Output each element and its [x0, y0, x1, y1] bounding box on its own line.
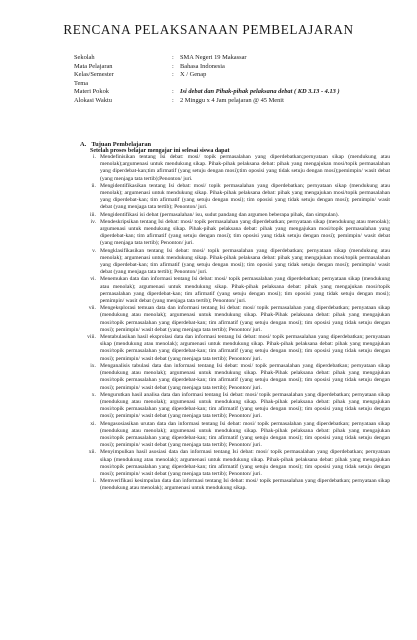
list-item-text: Menyimpulkan hasil asosiasi data dan informasi tentang Isi debat: mosi/ topik permasalahan yang diperdebatkan; pernyataan sikap (mendukung atau menolak); argumenasi untuk mendukung sikap. Pihak-pihak pelaksana debat: pihak yang mengajukan mosi/topik permasalahan yang diperdebat-kan; tim afirmatif (yang setuju dengan mosi); tim oposisi yang tidak setuju dengan mosi); pemimpin/ wasit debat (yang menjaga tata tertib); Penonton/ juri.	[100, 449, 390, 477]
list-item-text: Mengeksplorasi temuan data dan informasi tentang Isi debat: mosi/ topik permasalahan yang diperdebatkan; pernyataan sikap (mendukung atau menolak); argumenasi untuk mendukung sikap. Pihak-Pihak pelaksana debat: pihak yang mengajukan mosi/topik permasalahan yang diperdebat-kan; tim afirmatif (yang setuju dengan mosi); tim oposisi yang tidak setuju dengan mosi); pemimpin/ wasit debat (yang menjaga tata tertib); Penonton/ juri.	[100, 305, 390, 333]
list-item-number: vii.	[88, 305, 96, 312]
info-value: Isi debat dan Pihak-pihak pelaksana debat ( KD 3.13 - 4.13 )	[180, 88, 340, 96]
list-item-number: x.	[91, 391, 96, 398]
list-item	[70, 305, 390, 334]
info-label: Alokasi Waktu	[74, 96, 112, 104]
list-item-number: ix.	[90, 362, 96, 369]
list-item	[70, 334, 390, 363]
list-item-text: Mengidentifikasi isi debat (permasalahan/ isu, sudut pandang dan argumen beberapa pihak, dan simpulan).	[100, 211, 339, 218]
info-separator	[172, 80, 180, 89]
info-value: Bahasa Indonesia	[180, 62, 225, 70]
list-item	[70, 363, 390, 392]
info-separator: :	[172, 62, 174, 70]
list-item	[70, 449, 390, 478]
info-label: Mata Pelajaran	[74, 62, 113, 70]
info-label: Sekolah	[74, 54, 95, 61]
list-item	[70, 248, 390, 277]
list-item-number: ii.	[91, 182, 96, 189]
list-item-number: viii.	[87, 334, 96, 341]
list-item	[70, 276, 390, 305]
section-letter: A.	[80, 141, 87, 148]
list-item	[70, 219, 390, 248]
info-value: X / Genap	[180, 71, 207, 79]
list-item	[70, 154, 390, 183]
list-item	[70, 212, 390, 219]
info-separator: :	[172, 54, 174, 61]
objectives-list	[70, 154, 390, 493]
section-heading	[80, 141, 151, 148]
list-item-number: i.	[93, 154, 96, 160]
list-item-text: Mengklasifikasikan tentang Isi debat: mosi/ topik permasalahan yang diperdebatkan; pernyataan sikap (mendukung atau menolak); argumenasi untuk mendukung sikap. Pihak-pihak pelaksana debat: pihak yang mengajukan mosi/topik permasalahan yang diperdebat-kan; tim afirmatif (yang setuju dengan mosi); tim oposisi yang tidak setuju dengan mosi); pemimpin/ wasit debat (yang menjaga tata tertib); Penonton/ juri.	[100, 247, 390, 276]
info-row-school	[74, 54, 340, 63]
info-row-class	[74, 71, 340, 80]
info-separator: :	[172, 71, 174, 79]
list-item-text: Mengurutkan hasil analisa data dan informasi tentang Isi debat: mosi/ topik permasalahan yang diperdebatkan; pernyataan sikap (mendukung atau menolak); argumenasi untuk mendukung sikap. Pihak-pihak pelaksana debat: pihak yang mengajukan mosi/topik permasalahan yang diperdebat-kan; tim afirmatif (yang setuju dengan mosi); tim oposisi yang tidak setuju dengan mosi); pemimpin/ wasit debat (yang menjaga tata tertib); Penonton/ juri.	[100, 391, 390, 420]
list-item-number: xii.	[88, 449, 96, 456]
list-item-text: Mendeskripsikan tentang Isi debat: mosi/ topik permasalahan yang diperdebatkan; pernyataan sikap (mendukung atau menolak); argumenasi untuk mendukung sikap. Pihak-pihak pelaksana debat: pihak yang mengajukan mosi/topik permasalahan yang diperdebat-kan; tim afirmatif (yang setuju dengan mosi); tim oposisi yang tidak setuju dengan mosi); pemimpin/ wasit debat (yang menjaga tata tertib); Penonton/ juri.	[100, 218, 390, 247]
list-item-text: Menganalisis tabulasi data dan informasi tentang Isi debat: mosi/ topik permasalahan yang diperdebatkan; pernyataan sikap (mendukung atau menolak); argumenasi untuk mendukung sikap. Pihak-Pihak pelaksana debat: pihak yang mengajukan mosi/topik permasalahan yang diperdebat-kan; tim afirmatif (yang setuju dengan mosi); tim oposisi yang tidak setuju dengan mosi); pemimpin/ wasit debat (yang menjaga tata tertib); Penonton/ juri.	[100, 362, 390, 391]
info-row-time	[74, 97, 340, 106]
list-item-text: Mentabulasikan hasil eksprolasi data dan informasi tentang Isi debat: mosi/ topik permasalahan yang diperdebatkan; pernyataan sikap (mendukung atau menolak); argumenasi untuk mendukung sikap. Pihak-pihak pelaksana debat: pihak yang mengajukan mosi/topik permasalahan yang diperdebat-kan; tim afirmatif (yang setuju dengan mosi); tim oposisi yang tidak setuju dengan mosi); pemimpin/ wasit debat (yang menjaga tata tertib); Penonton/ juri.	[100, 334, 390, 362]
section-title: Tujuan Pembelajaran	[91, 141, 152, 148]
list-item-number: iii.	[89, 211, 96, 218]
list-item-text: Mengasosiasikan urutan data dan informasi tentang Isi debat: mosi/ topik permasalahan yang diperdebatkan; pernyataan sikap (mendukung atau menolak); argumenasi untuk mendukung sikap. Pihak-pihak pelaksana debat: pihak yang mengajukan mosi/topik permasalahan yang diperdebat-kan; tim afirmatif (yang setuju dengan mosi); tim oposisi yang tidak setuju dengan mosi); pemimpin/ wasit debat (yang menjaga tata tertib); Penonton/ juri.	[100, 420, 390, 449]
list-item-number: i.	[93, 478, 96, 485]
info-row-theme	[74, 80, 340, 89]
info-separator: :	[172, 88, 174, 96]
list-item-text: Mendefinisikan tentang Isi debat: mosi/ topik permasalahan yang diperdebatkan;pernyataan sikap (mendukung atau menolak);argumenasi untuk mendukung sikap. Pihak-pihak pelaksana debat: pihak yang mengajukan mosi/topik permasalahan yang diperdebat-kan;tim afirmatif (yang setuju dengan mosi);tim oposisi yang tidak setuju dengan mosi);pemimpin/ wasit debat (yang menjaga tata tertib);Penonton/ juri.	[100, 154, 390, 182]
page-title: RENCANA PELAKSANAAN PEMBELAJARAN	[63, 22, 354, 37]
info-row-subject	[74, 63, 340, 72]
info-row-topic	[74, 88, 340, 97]
list-item	[70, 392, 390, 421]
info-label: Kelas/Semester	[74, 71, 114, 79]
list-item-text: Menemukan data dan informasi tentang Isi debat: mosi/ topik permasalahan yang diperdebatkan; pernyataan sikap (mendukung atau menolak); argumenasi untuk mendukung sikap. Pihak-pihak pelaksana debat: pihak yang mengajukan mosi/topik permasalahan yang diperdebat-kan; tim afirmatif (yang setuju dengan mosi); tim oposisi yang tidak setuju dengan mosi); pemimpin/ wasit debat (yang menjaga tata tertib); Penonton/ juri.	[100, 276, 390, 305]
info-label: Materi Pokok	[74, 88, 109, 96]
list-item-number: xi.	[90, 420, 96, 427]
list-item-number: iv.	[90, 218, 96, 225]
info-separator: :	[172, 96, 174, 104]
list-item-number: v.	[92, 247, 96, 254]
info-value: 2 Minggu x 4 Jam pelajaran @ 45 Menit	[180, 96, 284, 104]
list-item-number: vi.	[90, 276, 96, 283]
list-item-text: Memverifikasi kesimpulan data dan informasi tentang Isi debat: mosi/ topik permasalahan yang diperdebatkan; pernyataan sikap (mendukung atau menolak); argumenasi untuk mendukung sikap.	[100, 478, 390, 492]
list-item	[70, 421, 390, 450]
list-item-text: Mengidentifikasikan tentang Isi debat: mosi/ topik permasalahan yang diperdebatkan; pernyataan sikap (mendukung atau menolak); argumenasi untuk mendukung sikap. Pihak-pihak pelaksana debat: pihak yang mengajukan mosi/topik permasalahan yang diperdebat-kan; tim afirmatif (yang setuju dengan mosi); tim oposisi yang tidak setuju dengan mosi); pemimpin/ wasit debat (yang menjaga tata tertib); Penonton/ juri.	[100, 182, 390, 211]
section-lead: Setelah proses belajar mengajar ini selesai siswa dapat	[90, 148, 230, 154]
identity-block	[74, 54, 340, 106]
info-value: SMA Negeri 19 Makassar	[180, 54, 247, 61]
list-item	[70, 183, 390, 212]
info-label: Tema	[74, 79, 89, 87]
list-item	[70, 478, 390, 492]
